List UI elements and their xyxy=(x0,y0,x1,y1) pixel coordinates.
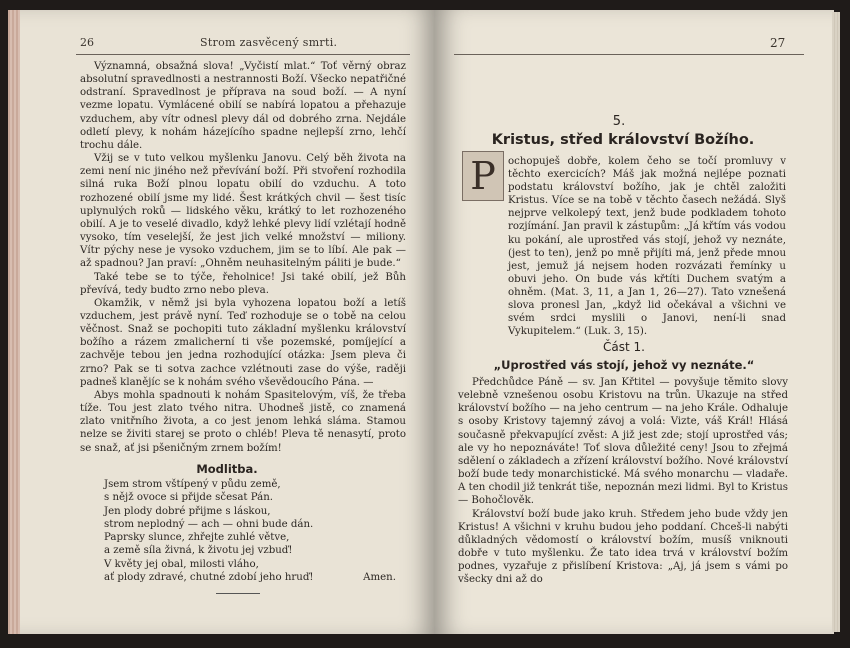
right-paragraph-b: Království boží bude jako kruh. Středem jeho bude vždy jen Kristus! A všichni v kruhu budou jeho poddaní. Chceš-li nabýti důkladných vědomostí o království božím, musíš vniknouti dobře v tuto myšlenku. Že tato idea trvá v království božím podnes, vyzařuje z přislíbení Kristova: „Aj, já jsem s vámi po všecky dni až do xyxy=(458,508,788,586)
drop-cap xyxy=(462,151,504,201)
left-running-head: Strom zasvěcený smrti. xyxy=(200,36,338,49)
poem-line: a země síla živná, k životu jej vzbuď! xyxy=(104,545,293,557)
poem-last-line-row xyxy=(104,571,404,584)
left-header-rule xyxy=(76,54,410,55)
poem-line: V květy jej obal, milosti vláho, xyxy=(104,558,259,570)
chapter-title: Kristus, střed království Božího. xyxy=(491,132,755,148)
left-paragraph-5: Abys mohla spadnouti k nohám Spasitelovým, víš, že třeba tíže. Tou jest zlato tvého nitra. Uhodneš jistě, co znamená zlato vnitřního života, a co jest jenom lehká sláma. Stamou nelze se živiti starej se proto o chléb! Pleva tě nenasytí, proto se snaž, ať jsi pšeničným zrnem božím! xyxy=(80,389,406,454)
right-body-text xyxy=(458,376,788,587)
intro-text: ochopuješ dobře, kolem čeho se točí promluvy v těchto exercicích? Máš jak možná nejlépe poznati podstatu království božího, jak je chtěl založiti Kristus. Více se na tobě v těchto časech nežádá. Slyš nejprve velkolepý text, jenž bude podkladem tohoto rozjímání. Jan pravil k zástupům: „Já křtím vás vodou ku pokání, ale uprostřed vás stojí, jehož vy neznáte, (jest to ten), jenž po mně přijíti má, jenž přede mnou jest, jemuž já nejsem hoden rozvázati řemínky u obuvi jeho. On bude vás křtíti Duchem svatým a ohněm. (Mat. 3, 11, a Jan 1, 26—27). Tato vznešená slova pronesl Jan, „když lid očekával a všichni ve svém srdci myslili o Janovi, není-li snad Vykupitelem.“ (Luk. 3, 15). xyxy=(508,156,786,338)
part-title: „Uprostřed vás stojí, jehož vy neznáte.“ xyxy=(493,358,755,372)
right-page xyxy=(434,10,834,634)
left-body-text xyxy=(80,60,406,455)
page-edges-right xyxy=(832,12,840,632)
left-paragraph-4: Okamžik, v němž jsi byla vyhozena lopatou boží a letíš vzduchem, jest právě nyní. Teď rozhoduje se o tobě na celou věčnost. Snaž se pochopiti tuto základní myšlenku království božího a rázem zmalicherní ti vše pozemské, pomíjející a zachvěje tebou jen jedna rozhodující otázka: Jsem pleva či zrno? Pak se ti sotva zachce vzlétnouti zase do výše, raději padneš klanějíc se k nohám svého vševědoucího Pána. — xyxy=(80,297,406,388)
left-page xyxy=(20,10,434,634)
poem-line: Jsem strom vštípený v půdu země, xyxy=(104,479,281,490)
left-page-number: 26 xyxy=(80,36,94,49)
poem-line: ať plody zdravé, chutné zdobí jeho hruď! xyxy=(104,572,314,584)
poem-line: s nějž ovoce si přijde sčesat Pán. xyxy=(104,492,274,504)
right-header-rule xyxy=(454,54,804,55)
right-paragraph-a: Předchůdce Páně — sv. Jan Křtitel — povyšuje těmito slovy velebně vznešenou osobu Kristovu na trůn. Ukazuje na střed království božího — na jeho centrum — na jeho Krále. Odhaluje s osoby Kristovy tajemný závoj a volá: Vizte, váš Král! Hlásá současně překvapující zvěst: A již jest zde; stojí uprostřed vás; ale vy ho nepoznáváte! Toť slova důležité ceny! Jsou to zřejmá sdělení o základech a zřízení království božího. Nové království boží bude tedy monarchistické. Má svého monarchu — vladaře. A ten chodil již tenkrát tiše, nepoznán mezi lidmi. Byl to Kristus — Bohočlověk. xyxy=(458,377,788,507)
drop-cap-letter: P xyxy=(470,154,496,198)
left-paragraph-1: Významná, obsažná slova! „Vyčistí mlat.“ Toť věrný obraz absolutní spravedlnosti a nestrannosti Boží. Všecko nepatřičné odstraní. Spravedlnost je příprava na soud boží. — A nyní vezme lopatu. Vymlácené obilí se nabírá lopatou a přehazuje vzduchem, aby vítr odnesl plevy dál od dobrého zrna. Nejdále odletí plevy, k nohám házejícího spadne nejlepší zrno, lehčí trochu dále. xyxy=(80,61,406,151)
part-label: Část 1. xyxy=(603,340,645,354)
intro-text-wrap xyxy=(508,155,786,338)
end-ornament-rule xyxy=(216,593,260,594)
prayer-title: Modlitba. xyxy=(196,462,258,476)
poem-line: Paprsky slunce, zhřejte zuhlé větve, xyxy=(104,532,290,544)
left-paragraph-2: Vžij se v tuto velkou myšlenku Janovu. Celý běh života na zemi není nic jiného než převívání boží. Při stvoření rozhodila silná ruka Boží plnou lopatu obilí do vzduchu. A toto rozhozené obilí jsme my lidé. Šest krátkých chvil — šest tisíc uplynulých roků — lidského věku, krátký to let rozhozeného obilí. A je to veselé divadlo, když lehké plevy lidí vzlétají hodně vysoko, tím veselejší, že jest jich velké množství — miliony. Vítr pýchy nese je vysoko vzduchem, jim se to líbí. Ale pak — až spadnou? Jan praví: „Ohněm neuhasitelným páliti je bude.“ xyxy=(80,153,406,270)
left-paragraph-3: Také tebe se to týče, řeholnice! Jsi také obilí, jež Bůh převívá, tedy budto zrno nebo pleva. xyxy=(80,271,406,296)
prayer-poem xyxy=(104,478,404,584)
poem-line: strom neplodný — ach — ohni bude dán. xyxy=(104,518,314,530)
amen-text: Amen. xyxy=(363,572,396,584)
poem-line: Jen plody dobré přijme s láskou, xyxy=(104,505,271,517)
right-page-number: 27 xyxy=(770,36,786,50)
chapter-number: 5. xyxy=(612,114,626,129)
